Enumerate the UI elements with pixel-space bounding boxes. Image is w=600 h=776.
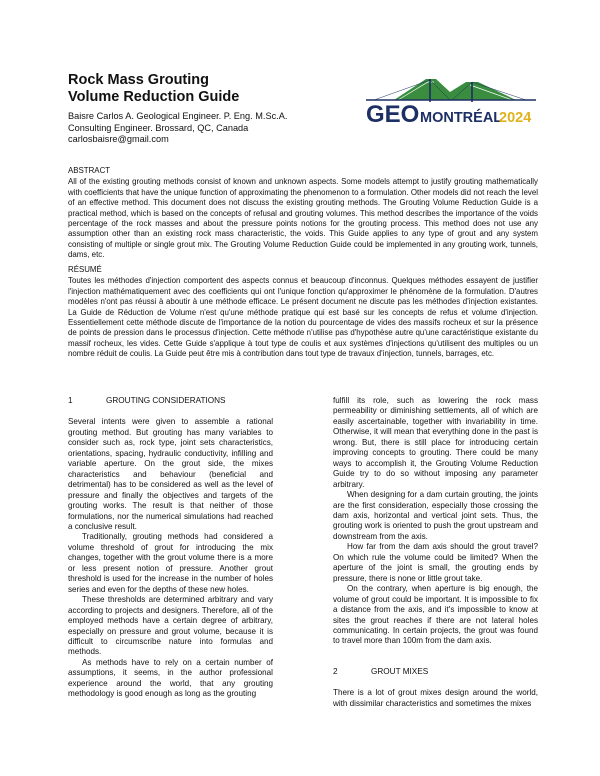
logo-year: 2024 <box>499 110 532 126</box>
resume-heading: RÉSUMÉ <box>68 265 102 274</box>
section-1-paragraph-2: Traditionally, grouting methods had considered a volume threshold of grout for introducing the mix changes, together with the grout volume there is a more or less present notion of pressure. Another grout threshold is used for the increase in the number of holes series and even for the depths of these new holes. <box>68 532 273 594</box>
section-1-paragraph-5: fulfill its role, such as lowering the rock mass permeability or diminishing settlements, all of which are easily ascertainable, together with invariability in time. Otherwise, it will mean that everything done in the past is wrong. But, there is still place for introducing certain improving concepts to grouting. There could be many ways to accomplish it, the Grouting Volume Reduction Guide try to do so without imposing any parameter arbitrary. <box>333 396 538 489</box>
title-line-1: Rock Mass Grouting <box>68 72 209 88</box>
author-line: Baisre Carlos A. Geological Engineer. P. Eng. M.Sc.A. <box>68 111 288 121</box>
section-1-title: GROUTING CONSIDERATIONS <box>106 396 226 405</box>
logo-geo: GEO <box>366 101 420 126</box>
section-2-paragraph-1: There is a lot of grout mixes design around the world, with dissimilar characteristics and sometimes the mixes <box>333 688 538 708</box>
left-column <box>68 396 273 700</box>
author-block <box>68 111 358 146</box>
section-2-heading <box>333 667 538 677</box>
affiliation-line: Consulting Engineer. Brossard, QC, Canada <box>68 122 249 133</box>
author-email: carlosbaisre@gmail.com <box>68 134 169 145</box>
geomontreal-logo <box>366 76 536 126</box>
paper-title <box>68 72 348 106</box>
right-column <box>333 396 538 709</box>
resume-section <box>68 265 538 360</box>
resume-text: Toutes les méthodes d'injection comportent des aspects connus et beaucoup d'inconnus. Quelques méthodes essayent de justifier l'injection mathématiquement avec des coefficients qui ont l'unique fonction qu'approximer le phénomène de la formulation. D'autres modèles n'ont pas réussi à aboutir à une méthode efficace. Le présent document ne discute pas les méthodes d'injection existantes. La Guide de Réduction de Volume n'est qu'une méthode pratique qui est basé sur les concepts de refus et volume d'injection. Essentiellement cette méthode discute de l'importance de la notion du pourcentage de vides des massifs rocheux et sur la présence de points de pression dans le processus d'injection. Cette méthode n'utilise pas d'hypothèse autre qu'une caractéristique existante du massif rocheux, les vides. Cette Guide s'applique à tout type de coulis et aux systèmes d'injections qu'utilisent des multiples ou un nombre réduit de coulis. La Guide peut être mis à contribution dans tout type de travaux d'injection, tunnels, barrages, etc. <box>68 276 538 359</box>
abstract-section <box>68 166 538 261</box>
section-1-paragraph-4: As methods have to rely on a certain number of assumptions, it seems, in the author professional experience around the world, that any grouting methodology is good enough as long as the grouting <box>68 657 273 699</box>
bridge-graphic <box>366 79 536 102</box>
abstract-text: All of the existing grouting methods consist of known and unknown aspects. Some models attempt to justify grouting mathematically with coefficients that have the unique function of approximating the phenomenon to a formulation. Other models did not reach the level of an effective method. This document does not discuss the existing grouting methods. The Grouting Volume Reduction Guide is a practical method, which is based on the concepts of refusal and grouting volumes. This method describes the importance of the voids percentage of the rock masses and about the pressure points notions for the grouting process. This method does not use any assumption other than an existing rock mass characteristic, the voids. This Guide applies to any type of grout and any system consisting of multiple or single grout mix. The Grouting Volume Reduction Guide could be implemented in any grouting work, tunnels, dams, etc. <box>68 177 538 260</box>
section-1-paragraph-6: When designing for a dam curtain grouting, the joints are the first consideration, especially those crossing the dam axis, horizontal and vertical joint sets. Thus, the grouting work is oriented to push the grout upstream and downstream from the axis. <box>333 490 538 541</box>
section-1-paragraph-1: Several intents were given to assemble a rational grouting method. But grouting has many variables to consider such as, rock type, joint sets characteristics, orientations, spacing, hydraulic conductivity, infilling and variable aperture. On the grout side, the mixes characteristics and behaviour (beneficial and detrimental) has to be considered as well as the level of pressure and finally the objectives and targets of the grouting works. The result is that neither of those formulations, nor the numerical simulations had reached a conclusive result. <box>68 417 273 531</box>
section-1-paragraph-3: These thresholds are determined arbitrary and vary according to projects and designers. Therefore, all of the employed methods have a certain degree of arbitrary, especially on pressure and grout volume, because it is difficult to circumscribe nature into formulas and methods. <box>68 595 273 657</box>
logo-city: MONTRÉAL <box>420 110 503 126</box>
title-line-2: Volume Reduction Guide <box>68 89 240 105</box>
abstract-heading: ABSTRACT <box>68 166 111 175</box>
section-2-title: GROUT MIXES <box>371 666 429 676</box>
section-1-number: 1 <box>68 396 73 405</box>
section-2-number: 2 <box>333 666 338 676</box>
section-1-heading <box>68 396 273 406</box>
section-1-paragraph-7: How far from the dam axis should the grout travel? On which rule the volume could be limited? When the aperture of the joint is small, the grouting ends by pressure, there is none or little grout take. <box>333 542 538 583</box>
section-1-paragraph-8: On the contrary, when aperture is big enough, the volume of grout could be important. It is impossible to fix a distance from the axis, and it's impossible to know at sites the grout reaches if there are not lateral holes communicating. In certain projects, the grout was found to travel more than 100m from the dam axis. <box>333 584 538 646</box>
